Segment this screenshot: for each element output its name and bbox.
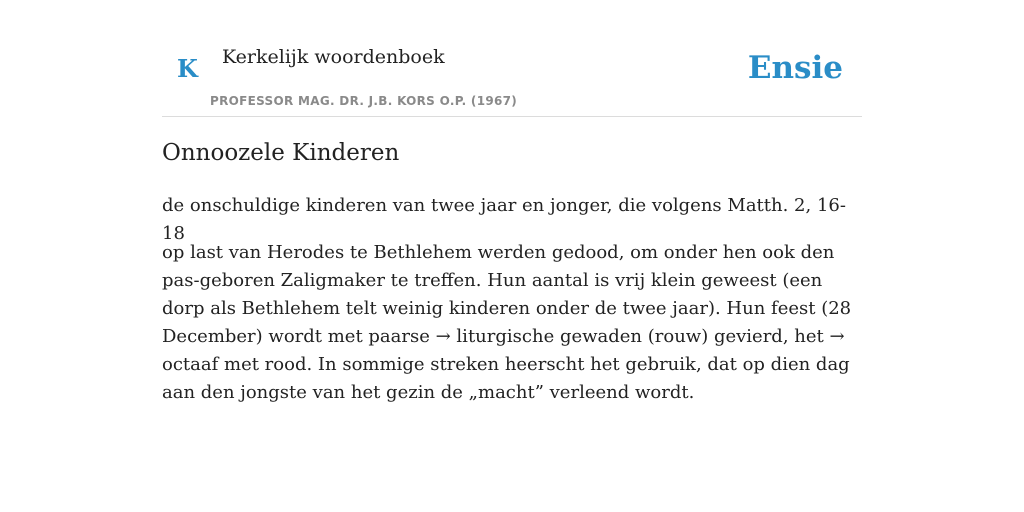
link-liturgische[interactable]: → liturgische	[435, 326, 555, 347]
paragraph-text: gewaden (rouw) gevierd, het	[554, 326, 830, 347]
entry-paragraph-2	[162, 239, 862, 407]
ensie-logo[interactable]: Ensie	[747, 50, 843, 86]
link-octaaf[interactable]: → octaaf	[162, 326, 845, 375]
book-title[interactable]: Kerkelijk woordenboek	[222, 46, 445, 68]
book-header	[162, 40, 862, 117]
paragraph-text: met rood. In sommige streken heerscht het gebruik, dat op dien dag aan den jongste van het gezin de „macht” verleend wordt.	[162, 354, 850, 403]
paragraph-text: op last van Herodes te Bethlehem werden gedood, om onder hen ook den pas-geboren Zaligmaker te treffen. Hun aantal is vrij klein geweest (een dorp als Bethlehem telt weinig kinderen onder de twee jaar). Hun feest (28 December) wordt met paarse	[162, 242, 852, 347]
book-logo[interactable]: K	[177, 54, 198, 83]
entry-title: Onnoozele Kinderen	[162, 140, 400, 166]
book-author: PROFESSOR MAG. DR. J.B. KORS O.P. (1967)	[210, 94, 518, 108]
entry-paragraph-1: de onschuldige kinderen van twee jaar en jonger, die volgens Matth. 2, 16-18	[162, 195, 846, 244]
